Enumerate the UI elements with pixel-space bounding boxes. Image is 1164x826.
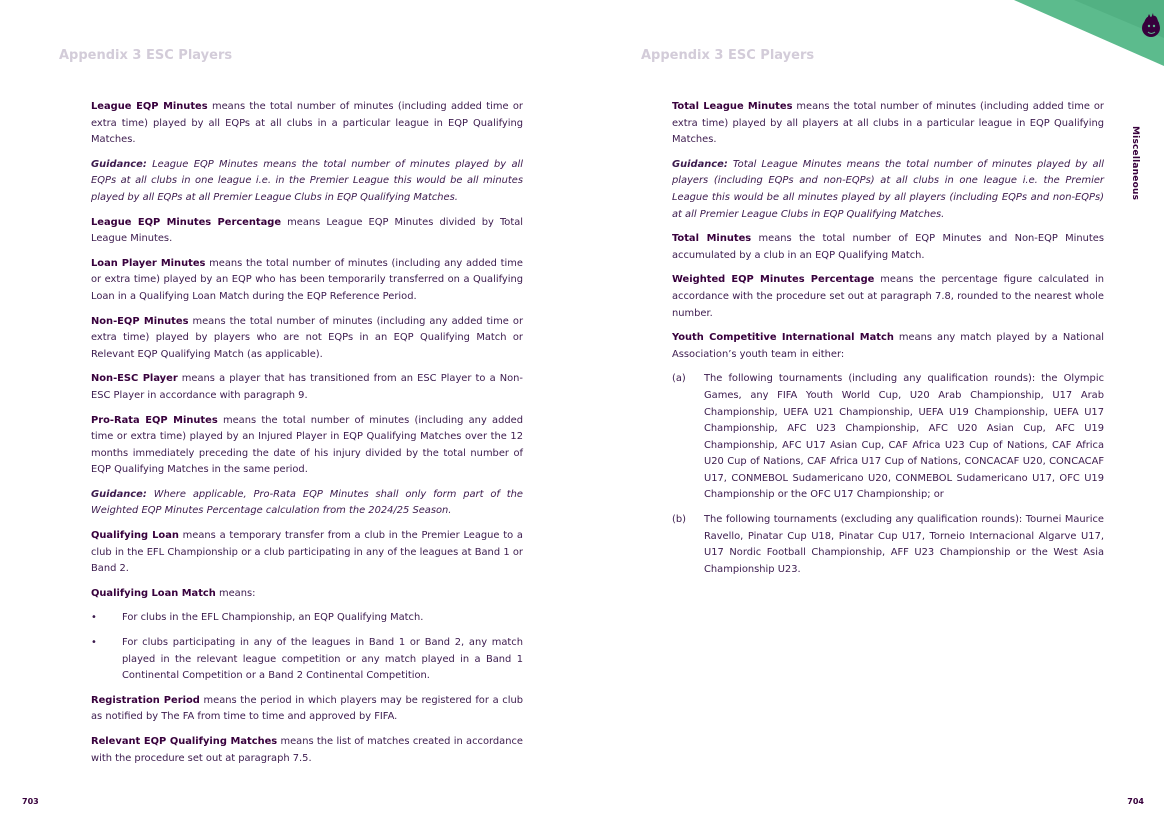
definition-relevant-eqp-qualifying-matches: Relevant EQP Qualifying Matches means the list of matches created in accordance with the procedure set out at paragraph 7.5.: [91, 736, 523, 764]
right-page: [582, 0, 1164, 826]
qualifying-loan-match-list: [91, 610, 523, 684]
definition-total-league-minutes: Total League Minutes means the total number of minutes (including added time or extra time) played by all players at all clubs in a particular league in EQP Qualifying Matches.: [672, 101, 1104, 146]
left-page-content: [91, 99, 523, 775]
definition-youth-competitive-international-match: Youth Competitive International Match means any match played by a National Association’s youth team in either:: [672, 332, 1104, 360]
definition-pro-rata-eqp-minutes: Pro-Rata EQP Minutes means the total number of minutes (including any added time or extra time) played by an Injured Player in EQP Qualifying Matches over the 12 months immediately preceding the date of his injury divided by the total number of EQP Qualifying Matches in the same period.: [91, 414, 523, 476]
guidance-total-league-minutes: Guidance: Total League Minutes means the total number of minutes played by all players (including EQPs and non-EQPs) at all clubs in one league i.e. the Premier League this would be all minutes played by all players (including EQPs and non-EQPs) at all Premier League Clubs in EQP Qualifying Matches.: [672, 158, 1104, 220]
youth-tournament-list: [672, 371, 1104, 578]
list-item: (b) The following tournaments (excluding any qualification rounds): Tournei Maurice Ravello, Pinatar Cup U18, Pinatar Cup U17, Torneio Internacional Algarve U17, U17 Nordic Football Championship, AFF U23 Championship or the West Asia Championship U23.: [672, 514, 1104, 575]
definition-qualifying-loan-match: Qualifying Loan Match means:: [91, 587, 256, 599]
definition-non-esc-player: Non-ESC Player means a player that has transitioned from an ESC Player to a Non-ESC Player in accordance with paragraph 9.: [91, 373, 523, 401]
list-item: • For clubs in the EFL Championship, an EQP Qualifying Match.: [91, 610, 523, 627]
guidance-league-eqp-minutes: Guidance: League EQP Minutes means the total number of minutes played by all EQPs at all clubs in one league i.e. in the Premier League this would be all minutes played by all EQPs at all Premier League Clubs in EQP Qualifying Matches.: [91, 158, 523, 203]
section-title-right: Appendix 3 ESC Players: [641, 48, 815, 63]
right-page-content: [672, 99, 1104, 586]
list-item: • For clubs participating in any of the leagues in Band 1 or Band 2, any match played in the relevant league competition or any match played in a Band 1 Continental Competition or a Band 2 Continental Competition.: [91, 635, 523, 685]
definition-loan-player-minutes: Loan Player Minutes means the total number of minutes (including any added time or extra time) played by an EQP who has been temporarily transferred on a Qualifying Loan in a Qualifying Loan Match during the EQP Reference Period.: [91, 257, 523, 302]
definition-weighted-eqp-minutes-percentage: Weighted EQP Minutes Percentage means the percentage figure calculated in accordance with the procedure set out at paragraph 7.8, rounded to the nearest whole number.: [672, 274, 1104, 319]
page-number-left: 703: [22, 797, 39, 806]
definition-total-minutes: Total Minutes means the total number of EQP Minutes and Non-EQP Minutes accumulated by a club in an EQP Qualifying Match.: [672, 233, 1104, 261]
guidance-pro-rata: Guidance: Where applicable, Pro-Rata EQP Minutes shall only form part of the Weighted EQP Minutes Percentage calculation from the 2024/25 Season.: [91, 488, 523, 517]
side-tab-miscellaneous: [1128, 126, 1142, 206]
section-title-left: Appendix 3 ESC Players: [59, 48, 233, 63]
page-number-right: 704: [1127, 797, 1144, 806]
definition-registration-period: Registration Period means the period in which players may be registered for a club as notified by The FA from time to time and approved by FIFA.: [91, 694, 523, 723]
definition-non-eqp-minutes: Non-EQP Minutes means the total number of minutes (including any added time or extra time) played by players who are not EQPs in an EQP Qualifying Match or Relevant EQP Qualifying Match (as applicable).: [91, 315, 523, 360]
side-tab-label: Miscellaneous: [1130, 126, 1140, 201]
definition-league-eqp-minutes-percentage: League EQP Minutes Percentage means League EQP Minutes divided by Total League Minutes.: [91, 216, 524, 245]
definition-league-eqp-minutes: League EQP Minutes means the total number of minutes (including added time or extra time) played by all EQPs at all clubs in a particular league in EQP Qualifying Matches.: [91, 101, 523, 146]
definition-qualifying-loan: Qualifying Loan means a temporary transfer from a club in the Premier League to a club in the EFL Championship or a club participating in any of the leagues at Band 1 or Band 2.: [91, 530, 523, 575]
list-item: (a) The following tournaments (including any qualification rounds): the Olympic Games, any FIFA Youth World Cup, U20 Arab Championship, U17 Arab Championship, UEFA U21 Championship, UEFA U19 Championship, UEFA U17 Championship, AFC U23 Championship, AFC U20 Asian Cup, AFC U19 Championship, AFC U17 Asian Cup, CAF Africa U23 Cup of Nations, CAF Africa U20 Cup of Nations, CAF Africa U17 Cup of Nations, CONCACAF U20, CONCACAF U17, CONMEBOL Sudamericano U20, CONMEBOL Sudamericano U17, OFC U19 Championship or the OFC U17 Championship; or: [672, 373, 1104, 501]
